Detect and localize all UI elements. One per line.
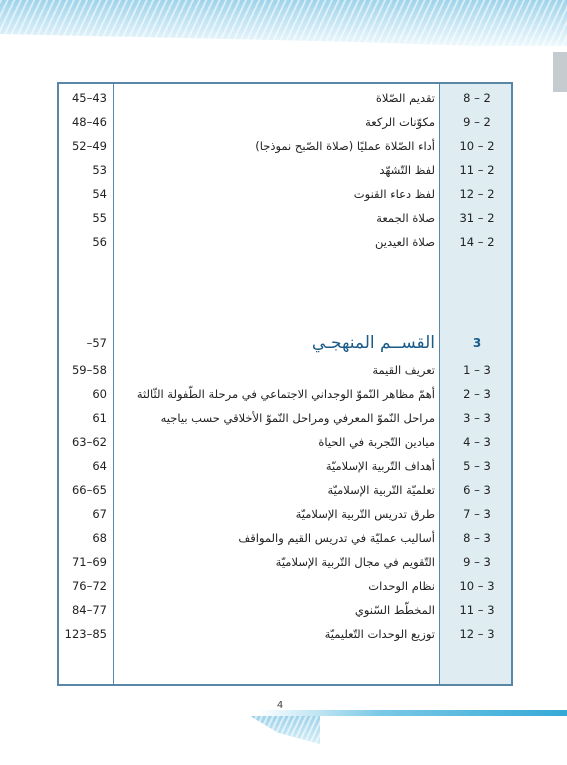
row-title: تقديم الصّلاة [375, 91, 435, 105]
row-title: صلاة العيدين [374, 235, 435, 249]
row-number: 3 – 4 [463, 435, 491, 449]
section-number: 3 [472, 336, 482, 350]
toc-row [59, 478, 511, 502]
toc-row [59, 206, 511, 230]
row-number: 3 – 2 [463, 387, 491, 401]
row-page: 53 [92, 163, 107, 177]
toc-row [59, 598, 511, 622]
page-number: 4 [276, 700, 284, 711]
section-title: القســم المنهجـي [311, 333, 435, 353]
row-title: تعريف القيمة [372, 363, 435, 377]
row-page: 63–62 [71, 435, 107, 449]
row-page: 66–65 [71, 483, 107, 497]
row-title: المخطّط السّنوي [354, 603, 435, 617]
row-number: 3 – 8 [463, 531, 491, 545]
row-page: 68 [92, 531, 107, 545]
row-title: نظام الوحدات [368, 579, 435, 593]
row-page: 61 [92, 411, 107, 425]
toc-row [59, 622, 511, 646]
row-page: 48–46 [71, 115, 107, 129]
row-number: 3 – 12 [459, 627, 495, 641]
row-number: 2 – 9 [463, 115, 491, 129]
row-title: توزيع الوحدات التّعليميّة [324, 627, 435, 641]
side-tab [553, 52, 567, 92]
row-page: 71–69 [71, 555, 107, 569]
row-page: 54 [92, 187, 107, 201]
row-title: أداء الصّلاة عمليًا (صلاة الصّبح نموذجا) [255, 139, 435, 153]
row-title: أهداف التّربية الإسلاميّة [325, 459, 435, 473]
footer-line [258, 710, 567, 716]
row-page: 55 [92, 211, 107, 225]
row-title: لفظ دعاء القنوت [353, 187, 435, 201]
row-number: 2 – 14 [459, 235, 495, 249]
toc-row [59, 110, 511, 134]
toc-row [59, 406, 511, 430]
row-page: 123–85 [64, 627, 107, 641]
row-page: 67 [92, 507, 107, 521]
row-number: 2 – 12 [459, 187, 495, 201]
toc-row [59, 134, 511, 158]
toc-row [59, 382, 511, 406]
row-title: لفظ التّشهّد [379, 163, 435, 177]
row-page: 76–72 [71, 579, 107, 593]
row-title: التّقويم في مجال التّربية الإسلاميّة [275, 555, 435, 569]
row-number: 2 – 8 [463, 91, 491, 105]
row-page: 59–58 [71, 363, 107, 377]
row-page: 52–49 [71, 139, 107, 153]
row-page: 45–43 [71, 91, 107, 105]
row-number: 3 – 3 [463, 411, 491, 425]
toc-row [59, 86, 511, 110]
row-number: 3 – 6 [463, 483, 491, 497]
row-number: 3 – 10 [459, 579, 495, 593]
row-title: طرق تدريس التّربية الإسلاميّة [295, 507, 435, 521]
row-page: 60 [92, 387, 107, 401]
toc-row [59, 158, 511, 182]
row-title: مراحل النّموّ المعرفي ومراحل النّموّ الأخلاقي حسب بياجيه [160, 411, 435, 425]
row-number: 3 – 5 [463, 459, 491, 473]
section-page: –57 [86, 336, 107, 350]
toc-row [59, 526, 511, 550]
row-number: 3 – 7 [463, 507, 491, 521]
row-page: 84–77 [71, 603, 107, 617]
row-title: ميادين التّجربة في الحياة [318, 435, 435, 449]
row-title: أساليب عمليّة في تدريس القيم والمواقف [238, 531, 435, 545]
row-number: 3 – 11 [459, 603, 495, 617]
row-number: 2 – 10 [459, 139, 495, 153]
toc-row [59, 358, 511, 382]
toc-row [59, 230, 511, 254]
toc-row [59, 182, 511, 206]
footer-swoosh [250, 716, 320, 744]
row-page: 56 [92, 235, 107, 249]
row-number: 3 – 9 [463, 555, 491, 569]
row-number: 2 – 31 [459, 211, 495, 225]
toc-row [59, 454, 511, 478]
row-number: 3 – 1 [463, 363, 491, 377]
row-page: 64 [92, 459, 107, 473]
toc-row [59, 550, 511, 574]
row-title: أهمّ مظاهر النّموّ الوجداني الاجتماعي في مرحلة الطّفولة الثّالثة [136, 387, 435, 401]
row-title: تعلميّة التّربية الإسلاميّة [327, 483, 435, 497]
toc-row [59, 430, 511, 454]
row-title: صلاة الجمعة [376, 211, 435, 225]
row-title: مكوّنات الركعة [365, 115, 435, 129]
section-heading-row [59, 328, 511, 358]
toc-row [59, 502, 511, 526]
table-of-contents [57, 82, 513, 686]
toc-row [59, 574, 511, 598]
row-number: 2 – 11 [459, 163, 495, 177]
